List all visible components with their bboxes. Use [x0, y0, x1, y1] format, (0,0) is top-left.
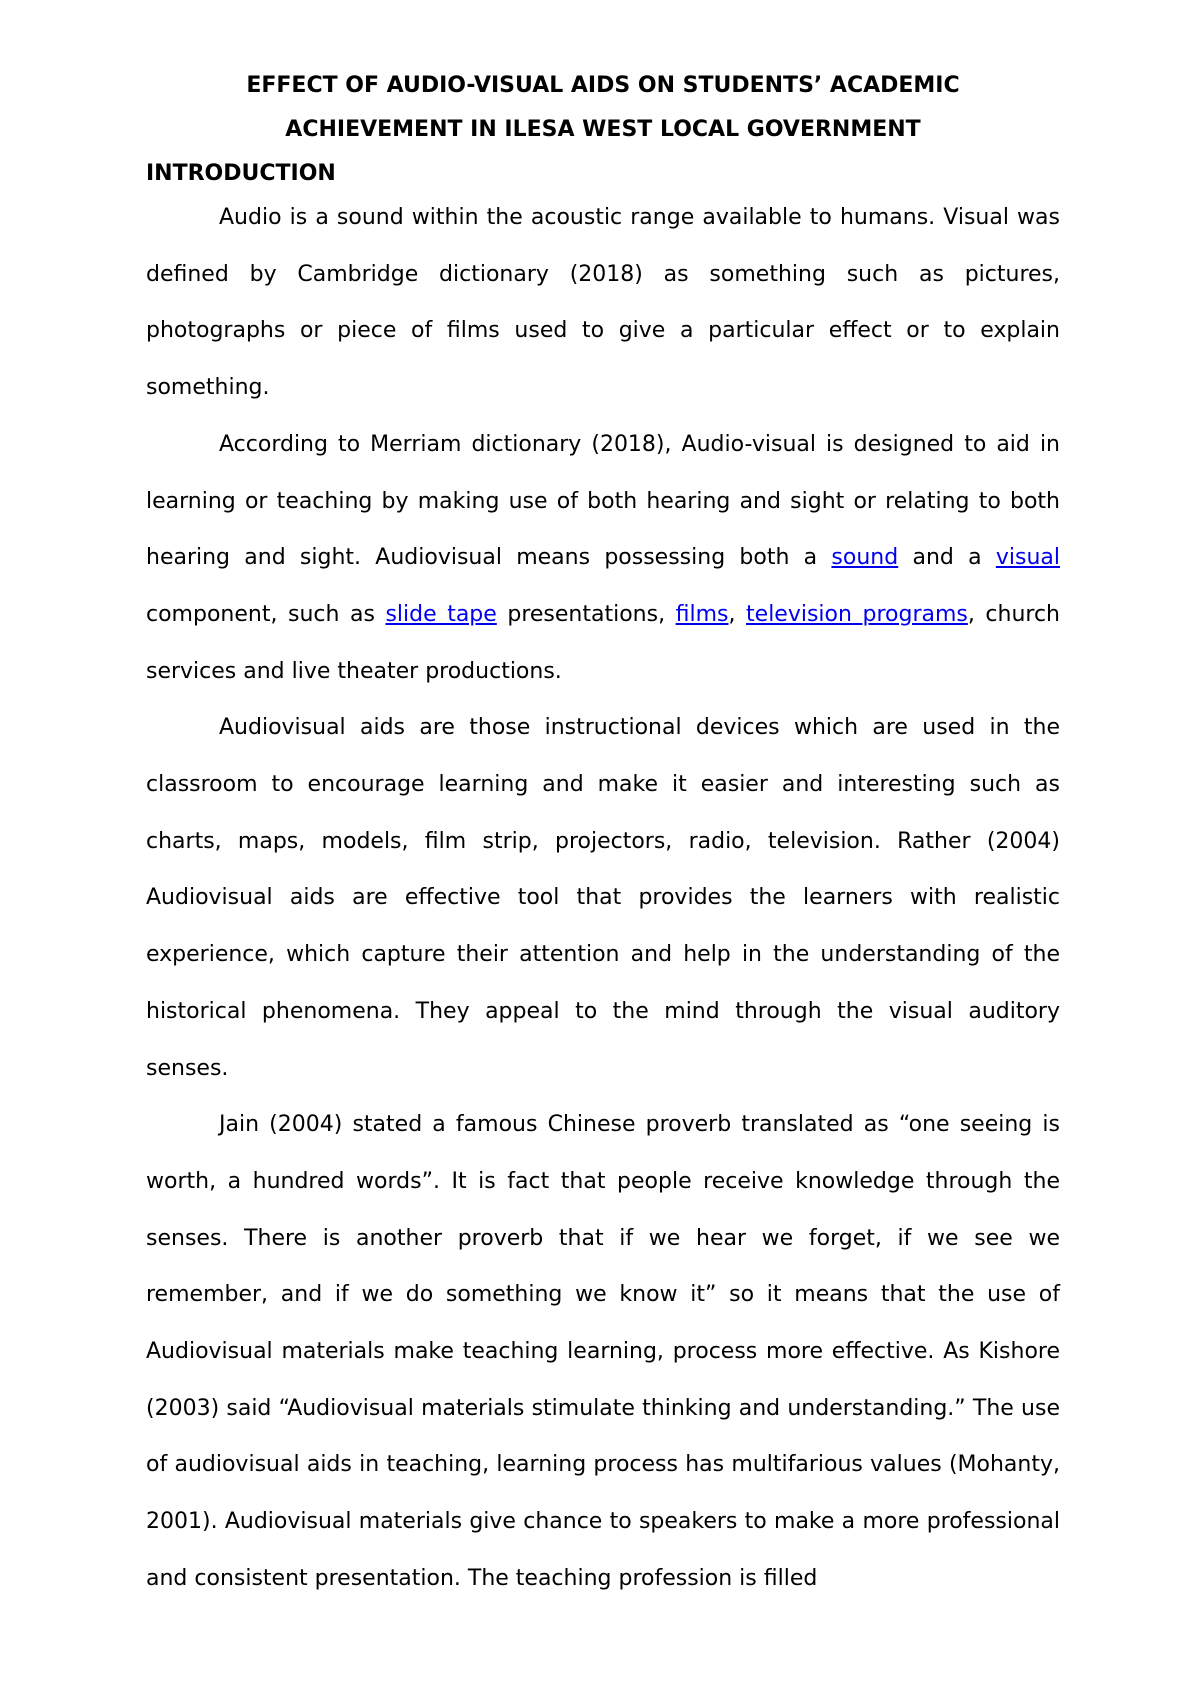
- link-slide-tape[interactable]: slide tape: [385, 601, 497, 627]
- paragraph-2: [146, 417, 1060, 701]
- paragraph-2-text: component, such as: [146, 601, 386, 627]
- paragraph-2-text: and a: [898, 545, 996, 571]
- paragraph-2-text: presentations,: [496, 601, 676, 627]
- paragraph-3: Audiovisual aids are those instructional devices which are used in the classroom to encourage learning and make it easier and interesting such as charts, maps, models, film strip, projectors, radio, television. Rather (2004) Audiovisual aids are effective tool that provides the learners with realistic experience, which capture their attention and help in the understanding of the historical phenomena. They appeal to the mind through the visual auditory senses.: [146, 715, 1060, 1081]
- document-body: [146, 190, 1060, 1608]
- paragraph-2-text: According to Merriam dictionary (2018), Audio-visual is designed to aid in learning or teaching by making use of both hearing and sight or relating to both hearing and sight. Audiovisual means possessing both a: [146, 431, 1060, 571]
- link-television-programs[interactable]: television programs: [746, 601, 968, 627]
- document-title: [146, 64, 1060, 152]
- paragraph-2-text: ,: [728, 601, 747, 627]
- section-heading: INTRODUCTION: [146, 161, 336, 186]
- paragraph-2-text: , church services and live theater productions.: [146, 601, 1060, 684]
- paragraph-1: Audio is a sound within the acoustic range available to humans. Visual was defined by Cambridge dictionary (2018) as something such as pictures, photographs or piece of films used to give a particular effect or to explain something.: [146, 205, 1060, 401]
- title-line-2: ACHIEVEMENT IN ILESA WEST LOCAL GOVERNMENT: [285, 117, 921, 142]
- title-line-1: EFFECT OF AUDIO-VISUAL AIDS ON STUDENTS’ ACADEMIC: [246, 73, 960, 98]
- link-visual[interactable]: visual: [995, 545, 1060, 571]
- link-sound[interactable]: sound: [831, 545, 899, 571]
- link-films[interactable]: films: [675, 601, 729, 627]
- paragraph-4: Jain (2004) stated a famous Chinese proverb translated as “one seeing is worth, a hundred words”. It is fact that people receive knowledge through the senses. There is another proverb that if we hear we forget, if we see we remember, and if we do something we know it” so it means that the use of Audiovisual materials make teaching learning, process more effective. As Kishore (2003) said “Audiovisual materials stimulate thinking and understanding.” The use of audiovisual aids in teaching, learning process has multifarious values (Mohanty, 2001). Audiovisual materials give chance to speakers to make a more professional and consistent presentation. The teaching profession is filled: [146, 1112, 1060, 1591]
